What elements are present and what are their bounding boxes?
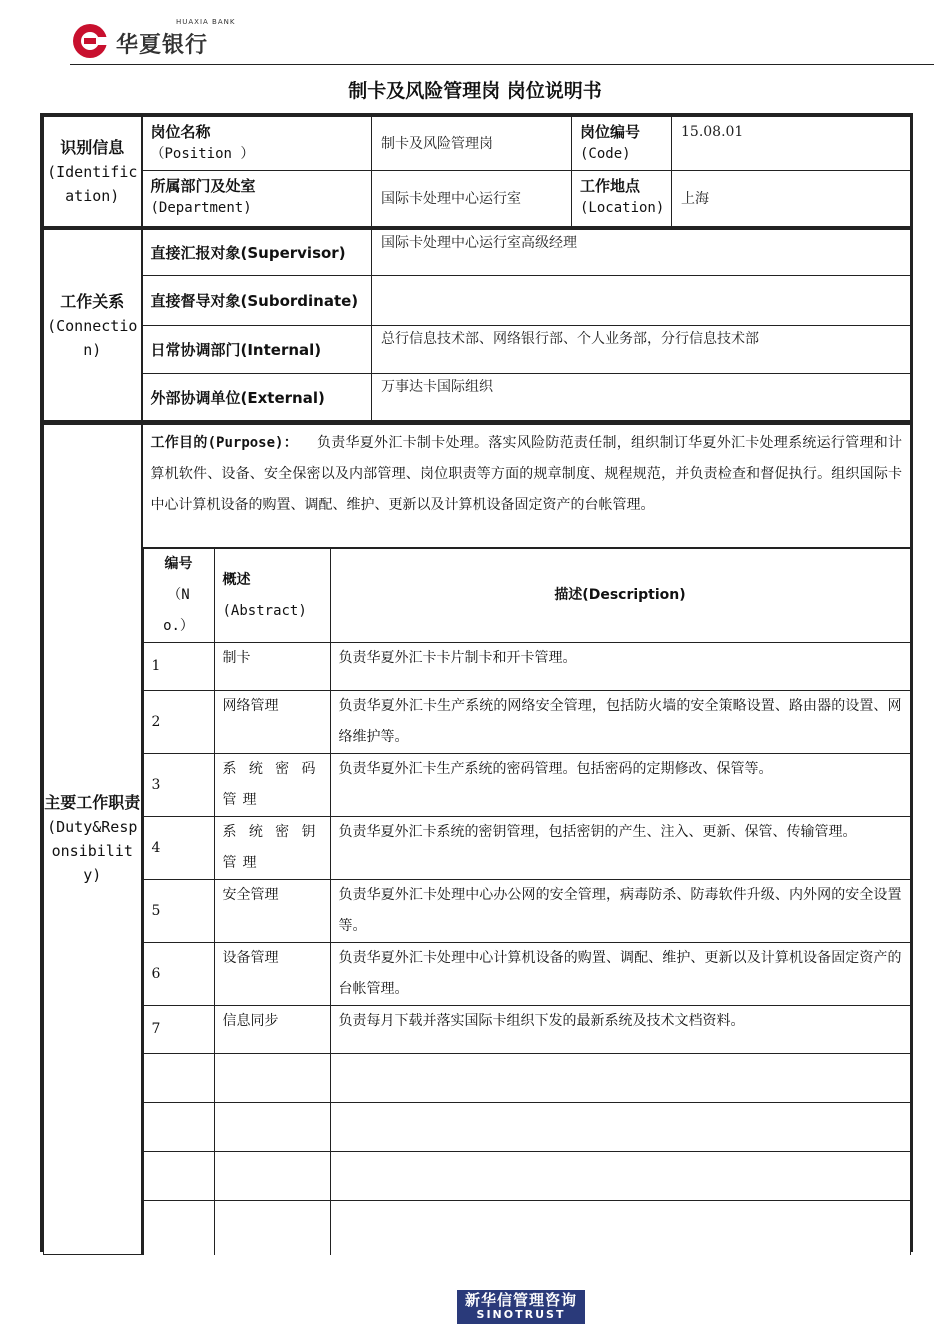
position-name-label: 岗位名称 （Position ） bbox=[142, 117, 372, 171]
bank-name-en: HUAXIA BANK bbox=[176, 17, 236, 26]
sinotrust-logo bbox=[457, 1290, 585, 1324]
work-purpose bbox=[142, 424, 911, 548]
internal-value: 总行信息技术部、网络银行部、个人业务部，分行信息技术部 bbox=[372, 326, 911, 374]
table-row: 5 安全管理 负责华夏外汇卡处理中心办公网的安全管理，病毒防杀、防毒软件升级、内外网的安全设置等。 bbox=[143, 880, 910, 943]
connection-section bbox=[40, 226, 913, 425]
department-label: 所属部门及处室 (Department) bbox=[142, 171, 372, 227]
identification-label: 识别信息 (Identification) bbox=[44, 117, 142, 227]
table-row: 4 系统密钥管理 负责华夏外汇卡系统的密钥管理，包括密钥的产生、注入、更新、保管、传输管理。 bbox=[143, 817, 910, 880]
bank-logo bbox=[70, 17, 236, 60]
position-name-value: 制卡及风险管理岗 bbox=[372, 117, 572, 171]
subordinate-label: 直接督导对象(Subordinate) bbox=[142, 276, 372, 326]
col-header-description: 描述(Description) bbox=[330, 549, 910, 643]
location-value: 上海 bbox=[672, 171, 911, 227]
external-value: 万事达卡国际组织 bbox=[372, 374, 911, 422]
table-row: 7 信息同步 负责每月下载并落实国际卡组织下发的最新系统及技术文档资料。 bbox=[143, 1006, 910, 1054]
supervisor-value: 国际卡处理中心运行室高级经理 bbox=[372, 230, 911, 276]
position-code-value: 15.08.01 bbox=[672, 117, 911, 171]
duty-table bbox=[143, 548, 911, 1255]
connection-label: 工作关系 (Connection) bbox=[44, 230, 142, 422]
table-row: 3 系统密码管理 负责华夏外汇卡生产系统的密码管理。包括密码的定期修改、保管等。 bbox=[143, 754, 910, 817]
department-value: 国际卡处理中心运行室 bbox=[372, 171, 572, 227]
purpose-text: 负责华夏外汇卡制卡处理。落实风险防范责任制，组织制订华夏外汇卡处理系统运行管理和计算机软件、设备、安全保密以及内部管理、岗位职责等方面的规章制度、规程规范，并负责检查和督促执行。组织国际卡中心计算机设备的购置、调配、维护、更新以及计算机设备固定资产的台帐管理。 bbox=[150, 435, 903, 513]
table-row-empty bbox=[143, 1054, 910, 1103]
col-header-abstract: 概述 (Abstract) bbox=[214, 549, 330, 643]
internal-label: 日常协调部门(Internal) bbox=[142, 326, 372, 374]
duty-section bbox=[40, 420, 913, 1252]
subordinate-value bbox=[372, 276, 911, 326]
supervisor-label: 直接汇报对象(Supervisor) bbox=[142, 230, 372, 276]
document-title: 制卡及风险管理岗 岗位说明书 bbox=[348, 80, 602, 102]
table-row: 1 制卡 负责华夏外汇卡卡片制卡和开卡管理。 bbox=[143, 643, 910, 691]
table-row-empty bbox=[143, 1201, 910, 1255]
identification-section bbox=[40, 113, 913, 230]
table-row-empty bbox=[143, 1103, 910, 1152]
duty-label: 主要工作职责 (Duty&Responsibility) bbox=[44, 424, 142, 1255]
huaxia-bank-logo-icon bbox=[70, 20, 110, 60]
footer-brand-en: SINOTRUST bbox=[476, 1308, 566, 1321]
footer-brand-cn: 新华信管理咨询 bbox=[464, 1291, 577, 1309]
position-code-label: 岗位编号 (Code) bbox=[572, 117, 672, 171]
external-label: 外部协调单位(External) bbox=[142, 374, 372, 422]
location-label: 工作地点 (Location) bbox=[572, 171, 672, 227]
table-row: 6 设备管理 负责华夏外汇卡处理中心计算机设备的购置、调配、维护、更新以及计算机设备固定资产的台帐管理。 bbox=[143, 943, 910, 1006]
table-row: 2 网络管理 负责华夏外汇卡生产系统的网络安全管理，包括防火墙的安全策略设置、路由器的设置、网络维护等。 bbox=[143, 691, 910, 754]
bank-name-cn: 华夏银行 bbox=[116, 32, 209, 58]
header-divider bbox=[70, 64, 934, 65]
col-header-no: 编号 （No.） bbox=[143, 549, 214, 643]
page-header bbox=[0, 0, 950, 80]
table-row-empty bbox=[143, 1152, 910, 1201]
purpose-label: 工作目的(Purpose)： bbox=[150, 435, 299, 451]
